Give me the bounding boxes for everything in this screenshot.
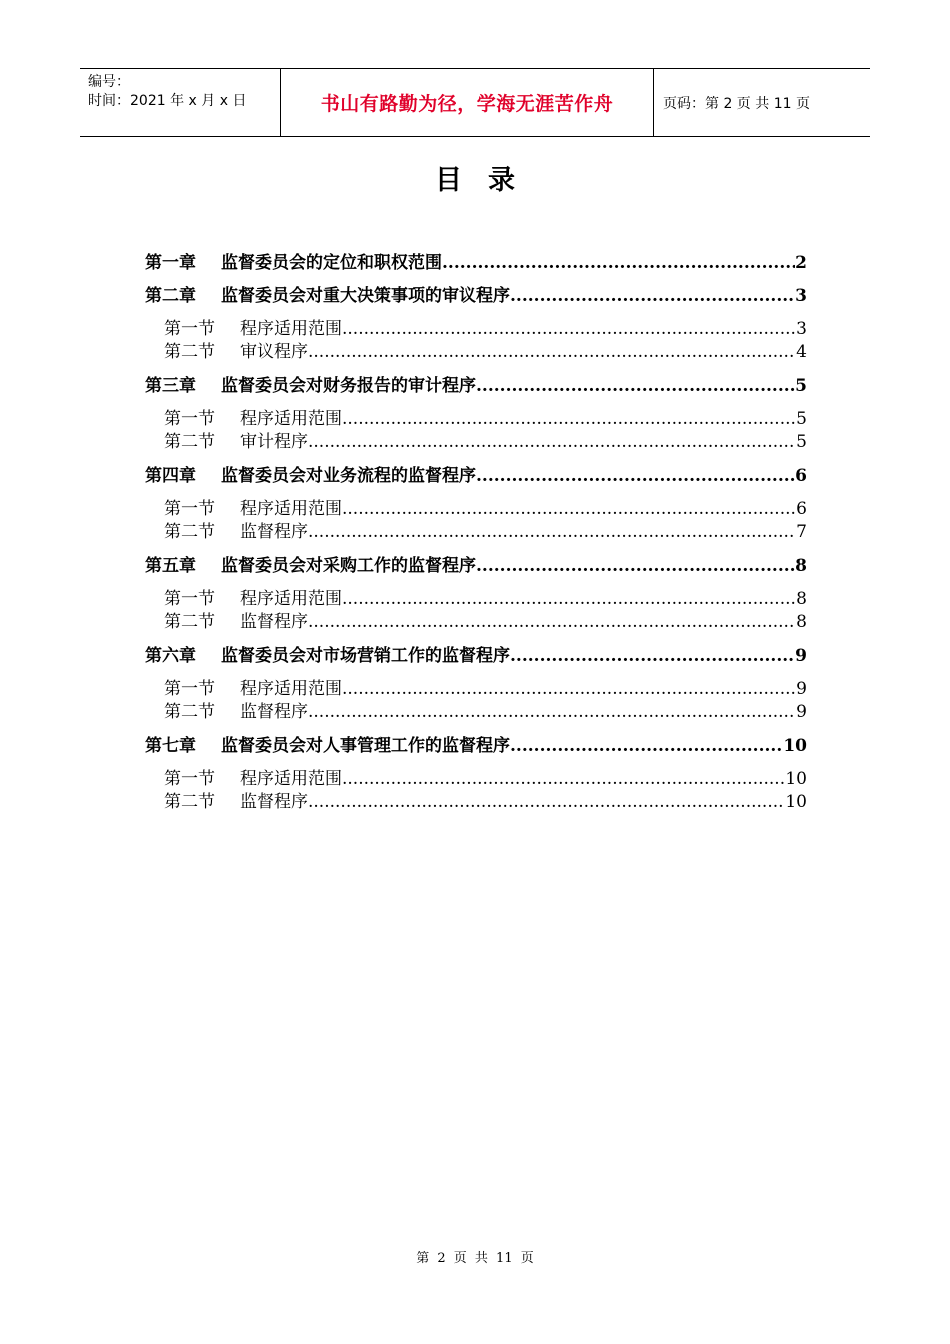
page-footer: 第 2 页 共 11 页 bbox=[416, 1251, 534, 1266]
dot-leader bbox=[308, 521, 796, 544]
toc-section-entry-title: 程序适用范围 bbox=[240, 769, 342, 789]
toc-chapter-entry-title: 监督委员会对采购工作的监督程序 bbox=[221, 556, 476, 576]
toc-chapter-entry-title: 监督委员会对市场营销工作的监督程序 bbox=[221, 646, 510, 666]
toc-chapter-entry-number: 第五章 bbox=[145, 556, 196, 576]
toc-section-entry-title: 监督程序 bbox=[240, 612, 308, 632]
dot-leader bbox=[342, 498, 796, 521]
toc-chapter-entry[interactable] bbox=[145, 555, 807, 577]
table-of-contents bbox=[145, 252, 807, 814]
dot-leader bbox=[342, 588, 796, 611]
toc-chapter-entry[interactable] bbox=[145, 252, 807, 274]
toc-section-entry-title: 审计程序 bbox=[240, 432, 308, 452]
toc-section-entry-label bbox=[164, 791, 308, 814]
dot-leader bbox=[308, 791, 785, 814]
dot-leader bbox=[342, 318, 796, 341]
dot-leader bbox=[308, 701, 796, 724]
toc-section-entry-page-number: 7 bbox=[796, 522, 807, 542]
toc-section-entry-label bbox=[164, 498, 342, 521]
toc-chapter-entry-page-number: 5 bbox=[795, 376, 807, 396]
toc-section-entry[interactable] bbox=[145, 678, 807, 701]
toc-chapter-entry-title: 监督委员会对业务流程的监督程序 bbox=[221, 466, 476, 486]
dot-leader bbox=[510, 735, 783, 757]
toc-chapter-entry-label bbox=[145, 465, 476, 487]
toc-section-entry-title: 审议程序 bbox=[240, 342, 308, 362]
toc-chapter-entry-number: 第六章 bbox=[145, 646, 196, 666]
toc-chapter-entry[interactable] bbox=[145, 375, 807, 397]
header-motto: 书山有路勤为径，学海无涯苦作舟 bbox=[281, 69, 654, 136]
toc-section-entry-label bbox=[164, 611, 308, 634]
dot-leader bbox=[476, 375, 795, 397]
toc-section-entry-number: 第二节 bbox=[164, 432, 215, 452]
toc-section-entry-page-number: 5 bbox=[796, 432, 807, 452]
toc-section-entry-page-number: 9 bbox=[796, 702, 807, 722]
document-number-label: 编号： bbox=[88, 74, 130, 90]
toc-section-entry-title: 监督程序 bbox=[240, 522, 308, 542]
toc-section-entry-page-number: 9 bbox=[796, 679, 807, 699]
toc-section-entry-page-number: 4 bbox=[796, 342, 807, 362]
toc-section-entry-page-number: 5 bbox=[796, 409, 807, 429]
dot-leader bbox=[342, 768, 785, 791]
toc-section-entry-title: 程序适用范围 bbox=[240, 319, 342, 339]
toc-section-entry-number: 第二节 bbox=[164, 702, 215, 722]
toc-section-entry[interactable] bbox=[145, 791, 807, 814]
dot-leader bbox=[510, 645, 795, 667]
toc-chapter-entry-page-number: 2 bbox=[795, 253, 807, 273]
toc-title: 目录 bbox=[435, 165, 541, 196]
toc-section-entry-label bbox=[164, 521, 308, 544]
toc-section-entry-number: 第二节 bbox=[164, 792, 215, 812]
toc-section-entry-title: 程序适用范围 bbox=[240, 499, 342, 519]
toc-section-entry-title: 监督程序 bbox=[240, 792, 308, 812]
toc-chapter-entry-page-number: 6 bbox=[795, 466, 807, 486]
toc-section-entry[interactable] bbox=[145, 318, 807, 341]
toc-chapter-entry-title: 监督委员会对人事管理工作的监督程序 bbox=[221, 736, 510, 756]
toc-chapter-entry-title: 监督委员会的定位和职权范围 bbox=[221, 253, 442, 273]
toc-section-entry-label bbox=[164, 341, 308, 364]
toc-section-entry-page-number: 8 bbox=[796, 612, 807, 632]
toc-chapter-entry-number: 第七章 bbox=[145, 736, 196, 756]
document-header bbox=[80, 68, 870, 137]
dot-leader bbox=[308, 341, 796, 364]
toc-section-entry-page-number: 6 bbox=[796, 499, 807, 519]
toc-section-entry-number: 第一节 bbox=[164, 589, 215, 609]
toc-section-entry-title: 程序适用范围 bbox=[240, 589, 342, 609]
toc-section-entry-number: 第一节 bbox=[164, 409, 215, 429]
dot-leader bbox=[342, 408, 796, 431]
document-date: 时间：2021 年 x 月 x 日 bbox=[88, 93, 247, 109]
toc-section-entry-number: 第一节 bbox=[164, 679, 215, 699]
toc-section-entry[interactable] bbox=[145, 768, 807, 791]
dot-leader bbox=[308, 431, 796, 454]
dot-leader bbox=[476, 465, 795, 487]
toc-section-entry-page-number: 3 bbox=[796, 319, 807, 339]
toc-chapter-entry[interactable] bbox=[145, 465, 807, 487]
toc-chapter-entry-number: 第四章 bbox=[145, 466, 196, 486]
dot-leader bbox=[442, 252, 795, 274]
toc-section-entry[interactable] bbox=[145, 341, 807, 364]
toc-section-entry[interactable] bbox=[145, 611, 807, 634]
toc-chapter-entry-title: 监督委员会对重大决策事项的审议程序 bbox=[221, 286, 510, 306]
toc-section-entry[interactable] bbox=[145, 588, 807, 611]
toc-section-entry-number: 第二节 bbox=[164, 612, 215, 632]
toc-section-entry-label bbox=[164, 431, 308, 454]
toc-section-entry-page-number: 10 bbox=[785, 792, 807, 812]
toc-section-entry-label bbox=[164, 318, 342, 341]
toc-chapter-entry-label bbox=[145, 252, 442, 274]
dot-leader bbox=[510, 285, 795, 307]
dot-leader bbox=[342, 678, 796, 701]
toc-section-entry[interactable] bbox=[145, 431, 807, 454]
toc-chapter-entry-page-number: 3 bbox=[795, 286, 807, 306]
toc-chapter-entry-number: 第一章 bbox=[145, 253, 196, 273]
toc-section-entry-page-number: 8 bbox=[796, 589, 807, 609]
toc-chapter-entry-label bbox=[145, 285, 510, 307]
toc-section-entry-label bbox=[164, 701, 308, 724]
header-meta bbox=[80, 69, 281, 136]
toc-chapter-entry[interactable] bbox=[145, 645, 807, 667]
toc-chapter-entry-page-number: 8 bbox=[795, 556, 807, 576]
toc-chapter-entry-title: 监督委员会对财务报告的审计程序 bbox=[221, 376, 476, 396]
toc-section-entry-label bbox=[164, 408, 342, 431]
toc-section-entry-title: 程序适用范围 bbox=[240, 679, 342, 699]
toc-section-entry-label bbox=[164, 768, 342, 791]
toc-chapter-entry[interactable] bbox=[145, 735, 807, 757]
toc-chapter-entry-label bbox=[145, 645, 510, 667]
toc-section-entry-title: 程序适用范围 bbox=[240, 409, 342, 429]
toc-chapter-entry-page-number: 10 bbox=[783, 736, 807, 756]
toc-chapter-entry-number: 第二章 bbox=[145, 286, 196, 306]
header-page-info: 页码：第 2 页 共 11 页 bbox=[663, 95, 810, 112]
toc-section-entry-title: 监督程序 bbox=[240, 702, 308, 722]
toc-section-entry-number: 第二节 bbox=[164, 342, 215, 362]
dot-leader bbox=[476, 555, 795, 577]
toc-section-entry-number: 第一节 bbox=[164, 499, 215, 519]
toc-chapter-entry-label bbox=[145, 375, 476, 397]
toc-section-entry-label bbox=[164, 588, 342, 611]
toc-chapter-entry-number: 第三章 bbox=[145, 376, 196, 396]
toc-section-entry[interactable] bbox=[145, 408, 807, 431]
toc-chapter-entry-page-number: 9 bbox=[795, 646, 807, 666]
toc-section-entry-label bbox=[164, 678, 342, 701]
toc-chapter-entry-label bbox=[145, 735, 510, 757]
toc-chapter-entry-label bbox=[145, 555, 476, 577]
toc-section-entry-number: 第一节 bbox=[164, 319, 215, 339]
toc-chapter-entry[interactable] bbox=[145, 285, 807, 307]
dot-leader bbox=[308, 611, 796, 634]
toc-section-entry-page-number: 10 bbox=[785, 769, 807, 789]
toc-section-entry[interactable] bbox=[145, 701, 807, 724]
toc-section-entry-number: 第二节 bbox=[164, 522, 215, 542]
toc-section-entry-number: 第一节 bbox=[164, 769, 215, 789]
toc-section-entry[interactable] bbox=[145, 521, 807, 544]
toc-section-entry[interactable] bbox=[145, 498, 807, 521]
